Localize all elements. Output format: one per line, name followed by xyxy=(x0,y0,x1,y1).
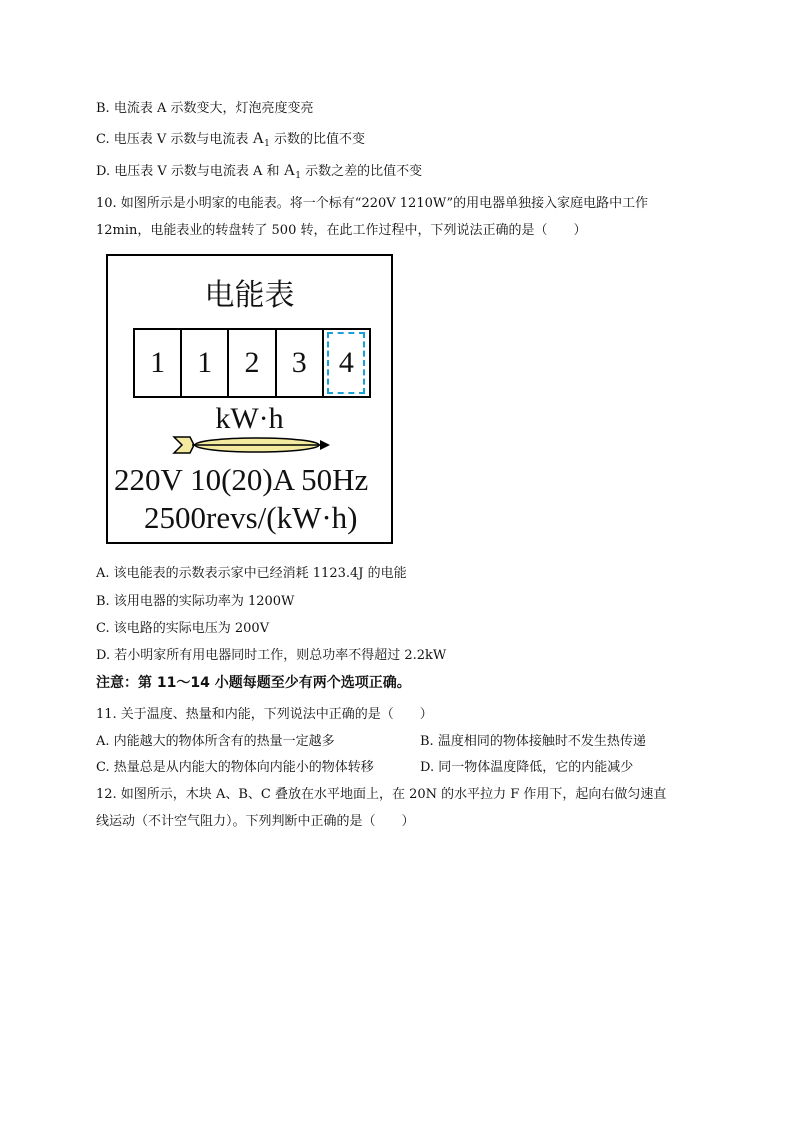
ammeter-a1-subscript: 1 xyxy=(264,139,270,149)
electric-meter-figure xyxy=(106,254,393,544)
ammeter-a1-symbol: A xyxy=(283,162,296,179)
ammeter-a1-symbol: A xyxy=(252,130,265,147)
meter-digit: 2 xyxy=(229,330,276,396)
question-12-line-2: 线运动（不计空气阻力）。下列判断中正确的是（ ） xyxy=(96,814,415,829)
option-9d-prefix: D. 电压表 V 示数与电流表 A 和 xyxy=(96,164,284,179)
option-10c: C. 该电路的实际电压为 200V xyxy=(96,621,270,636)
meter-digit-decimal xyxy=(324,330,369,396)
decimal-digit-dashed-box: 4 xyxy=(327,332,365,394)
notice: 注意：第 11～14 小题每题至少有两个选项正确。 xyxy=(96,675,411,691)
option-9c xyxy=(96,128,365,149)
rotating-disc-icon xyxy=(172,434,332,456)
meter-digit: 1 xyxy=(182,330,229,396)
question-10-line-1: 10. 如图所示是小明家的电能表。将一个标有“220V 1210W”的用电器单独接入家庭电路中工作 xyxy=(96,196,649,211)
option-11d: D. 同一物体温度降低，它的内能减少 xyxy=(420,760,634,775)
option-9b: B. 电流表 A 示数变大，灯泡亮度变亮 xyxy=(96,101,314,116)
option-10d: D. 若小明家所有用电器同时工作，则总功率不得超过 2.2kW xyxy=(96,648,447,663)
option-11b: B. 温度相同的物体接触时不发生热传递 xyxy=(420,734,646,749)
meter-title: 电能表 xyxy=(204,278,295,313)
option-11a: A. 内能越大的物体所含有的热量一定越多 xyxy=(96,734,335,749)
meter-digit: 3 xyxy=(277,330,324,396)
question-12-line-1: 12. 如图所示，木块 A、B、C 叠放在水平地面上，在 20N 的水平拉力 F 作用下，起向右做匀速直 xyxy=(96,787,667,802)
option-9c-suffix: 示数的比值不变 xyxy=(269,132,365,147)
option-9d xyxy=(96,160,422,181)
meter-spec-revs: 2500revs/(kW·h) xyxy=(144,500,358,535)
question-10-line-2: 12min，电能表业的转盘转了 500 转，在此工作过程中，下列说法正确的是（ ） xyxy=(96,223,587,238)
disc-arrowhead xyxy=(320,440,330,450)
option-10b: B. 该用电器的实际功率为 1200W xyxy=(96,594,295,609)
option-11c: C. 热量总是从内能大的物体向内能小的物体转移 xyxy=(96,760,374,775)
ammeter-a1-subscript: 1 xyxy=(295,171,301,181)
meter-spec-voltage-current: 220V 10(20)A 50Hz xyxy=(114,462,369,497)
option-10a: A. 该电能表的示数表示家中已经消耗 1123.4J 的电能 xyxy=(96,566,407,581)
question-11: 11. 关于温度、热量和内能，下列说法中正确的是（ ） xyxy=(96,707,433,722)
meter-unit: kW·h xyxy=(215,402,284,435)
option-9d-suffix: 示数之差的比值不变 xyxy=(300,164,423,179)
meter-digit: 1 xyxy=(135,330,182,396)
option-9c-prefix: C. 电压表 V 示数与电流表 xyxy=(96,132,253,147)
meter-digit-row xyxy=(133,328,371,398)
disc-tail xyxy=(174,437,194,453)
